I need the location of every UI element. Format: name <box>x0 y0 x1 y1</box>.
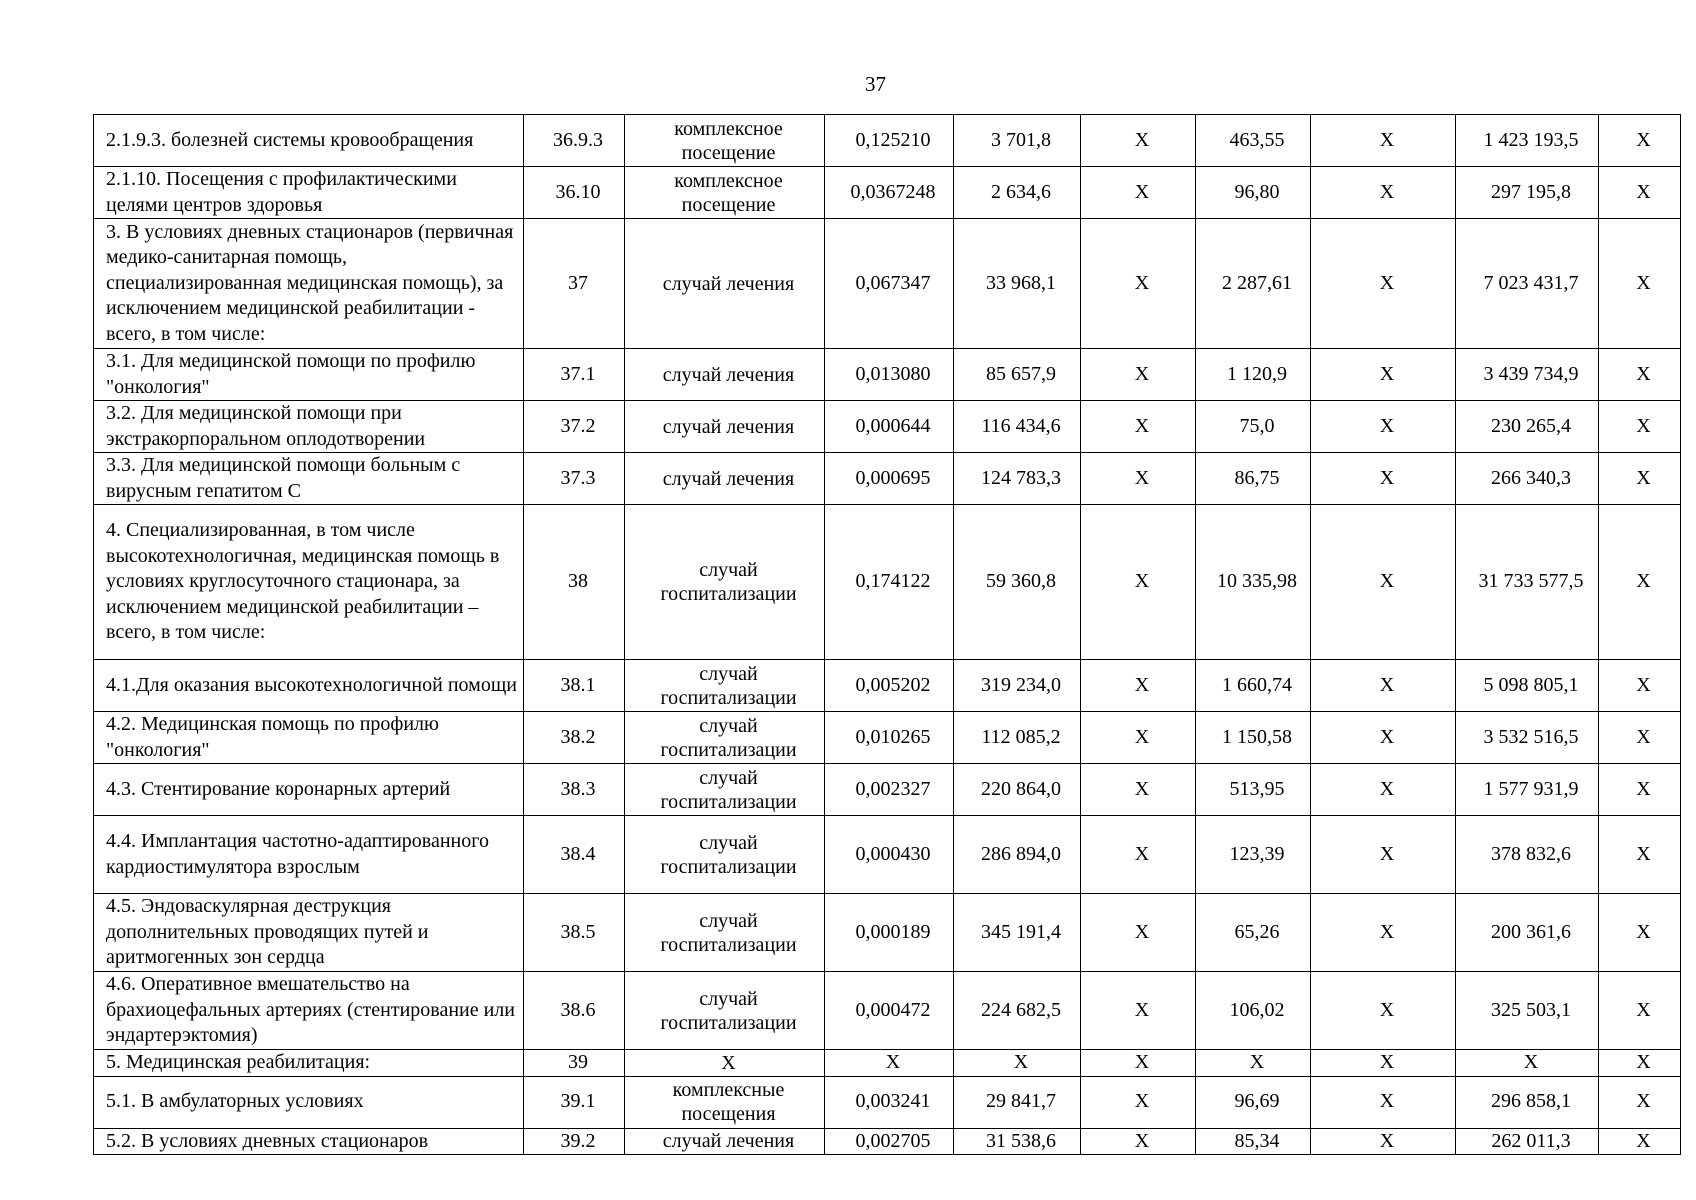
col6-cell: X <box>1081 1076 1196 1128</box>
norm-cell: 0,067347 <box>825 219 954 349</box>
col9-cell: 297 195,8 <box>1456 167 1599 219</box>
col7-cell: 85,34 <box>1196 1128 1311 1155</box>
table-row <box>94 349 1681 401</box>
row-name-cell: 5.1. В амбулаторных условиях <box>94 1076 524 1128</box>
norm-cell: 0,002327 <box>825 764 954 816</box>
unit-cell: случай госпитализации <box>625 505 825 660</box>
col6-cell: X <box>1081 505 1196 660</box>
norm-cell: 0,000430 <box>825 816 954 894</box>
col10-cell: X <box>1599 764 1681 816</box>
row-name-cell: 5. Медицинская реабилитация: <box>94 1050 524 1077</box>
tariff-table <box>93 114 1681 1155</box>
norm-cell: 0,005202 <box>825 660 954 712</box>
row-name-cell: 3.1. Для медицинской помощи по профилю "онкология" <box>94 349 524 401</box>
col7-cell: X <box>1196 1050 1311 1077</box>
col8-cell: X <box>1311 219 1456 349</box>
unit-cell: случай госпитализации <box>625 894 825 972</box>
cost-cell: 345 191,4 <box>954 894 1081 972</box>
col8-cell: X <box>1311 764 1456 816</box>
col6-cell: X <box>1081 816 1196 894</box>
unit-cell: случай госпитализации <box>625 816 825 894</box>
unit-cell: комплексные посещения <box>625 1076 825 1128</box>
code-cell: 37.1 <box>524 349 625 401</box>
cost-cell: 85 657,9 <box>954 349 1081 401</box>
norm-cell: 0,125210 <box>825 115 954 167</box>
code-cell: 39 <box>524 1050 625 1077</box>
col10-cell: X <box>1599 1050 1681 1077</box>
col8-cell: X <box>1311 1050 1456 1077</box>
col10-cell: X <box>1599 972 1681 1050</box>
col7-cell: 65,26 <box>1196 894 1311 972</box>
col9-cell: 296 858,1 <box>1456 1076 1599 1128</box>
code-cell: 37 <box>524 219 625 349</box>
col8-cell: X <box>1311 505 1456 660</box>
col6-cell: X <box>1081 894 1196 972</box>
norm-cell: 0,000189 <box>825 894 954 972</box>
table-row <box>94 1128 1681 1155</box>
col6-cell: X <box>1081 972 1196 1050</box>
cost-cell: 3 701,8 <box>954 115 1081 167</box>
cost-cell: 220 864,0 <box>954 764 1081 816</box>
row-name-cell: 3. В условиях дневных стационаров (первичная медико-санитарная помощь, специализированная медицинская помощь), за исключением медицинской реабилитации - всего, в том числе: <box>94 219 524 349</box>
col9-cell: 230 265,4 <box>1456 401 1599 453</box>
row-name-cell: 4.2. Медицинская помощь по профилю "онкология" <box>94 712 524 764</box>
code-cell: 38.5 <box>524 894 625 972</box>
col10-cell: X <box>1599 1076 1681 1128</box>
table-row <box>94 660 1681 712</box>
row-name-cell: 4.6. Оперативное вмешательство на брахиоцефальных артериях (стентирование или эндартерэктомия) <box>94 972 524 1050</box>
col6-cell: X <box>1081 660 1196 712</box>
col7-cell: 86,75 <box>1196 453 1311 505</box>
norm-cell: X <box>825 1050 954 1077</box>
cost-cell: 112 085,2 <box>954 712 1081 764</box>
row-name-cell: 5.2. В условиях дневных стационаров <box>94 1128 524 1155</box>
norm-cell: 0,000644 <box>825 401 954 453</box>
col7-cell: 123,39 <box>1196 816 1311 894</box>
col7-cell: 1 150,58 <box>1196 712 1311 764</box>
col10-cell: X <box>1599 115 1681 167</box>
code-cell: 38.3 <box>524 764 625 816</box>
row-name-cell: 4.3. Стентирование коронарных артерий <box>94 764 524 816</box>
table-body <box>94 115 1681 1155</box>
unit-cell: комплексное посещение <box>625 115 825 167</box>
table-row <box>94 1076 1681 1128</box>
unit-cell: случай госпитализации <box>625 712 825 764</box>
code-cell: 38.1 <box>524 660 625 712</box>
col7-cell: 75,0 <box>1196 401 1311 453</box>
code-cell: 38 <box>524 505 625 660</box>
col8-cell: X <box>1311 453 1456 505</box>
col9-cell: 5 098 805,1 <box>1456 660 1599 712</box>
col9-cell: X <box>1456 1050 1599 1077</box>
col7-cell: 463,55 <box>1196 115 1311 167</box>
col6-cell: X <box>1081 1050 1196 1077</box>
code-cell: 37.2 <box>524 401 625 453</box>
col8-cell: X <box>1311 349 1456 401</box>
col8-cell: X <box>1311 115 1456 167</box>
unit-cell: комплексное посещение <box>625 167 825 219</box>
cost-cell: 286 894,0 <box>954 816 1081 894</box>
col6-cell: X <box>1081 167 1196 219</box>
col6-cell: X <box>1081 453 1196 505</box>
row-name-cell: 4.4. Имплантация частотно-адаптированного кардиостимулятора взрослым <box>94 816 524 894</box>
unit-cell: случай лечения <box>625 219 825 349</box>
col10-cell: X <box>1599 349 1681 401</box>
col9-cell: 1 423 193,5 <box>1456 115 1599 167</box>
cost-cell: 319 234,0 <box>954 660 1081 712</box>
cost-cell: X <box>954 1050 1081 1077</box>
row-name-cell: 3.3. Для медицинской помощи больным с вирусным гепатитом С <box>94 453 524 505</box>
col9-cell: 3 439 734,9 <box>1456 349 1599 401</box>
norm-cell: 0,000472 <box>825 972 954 1050</box>
unit-cell: случай лечения <box>625 453 825 505</box>
table-row <box>94 764 1681 816</box>
cost-cell: 2 634,6 <box>954 167 1081 219</box>
col8-cell: X <box>1311 167 1456 219</box>
col9-cell: 7 023 431,7 <box>1456 219 1599 349</box>
col10-cell: X <box>1599 712 1681 764</box>
row-name-cell: 2.1.10. Посещения с профилактическими целями центров здоровья <box>94 167 524 219</box>
unit-cell: случай госпитализации <box>625 660 825 712</box>
cost-cell: 116 434,6 <box>954 401 1081 453</box>
table-row <box>94 115 1681 167</box>
cost-cell: 33 968,1 <box>954 219 1081 349</box>
col8-cell: X <box>1311 401 1456 453</box>
norm-cell: 0,174122 <box>825 505 954 660</box>
cost-cell: 59 360,8 <box>954 505 1081 660</box>
norm-cell: 0,0367248 <box>825 167 954 219</box>
col7-cell: 96,80 <box>1196 167 1311 219</box>
col6-cell: X <box>1081 349 1196 401</box>
table-row <box>94 894 1681 972</box>
col6-cell: X <box>1081 401 1196 453</box>
unit-cell: случай госпитализации <box>625 764 825 816</box>
col10-cell: X <box>1599 1128 1681 1155</box>
col10-cell: X <box>1599 505 1681 660</box>
col8-cell: X <box>1311 712 1456 764</box>
cost-cell: 31 538,6 <box>954 1128 1081 1155</box>
code-cell: 38.2 <box>524 712 625 764</box>
col9-cell: 266 340,3 <box>1456 453 1599 505</box>
col8-cell: X <box>1311 1076 1456 1128</box>
col7-cell: 106,02 <box>1196 972 1311 1050</box>
row-name-cell: 2.1.9.3. болезней системы кровообращения <box>94 115 524 167</box>
row-name-cell: 4.5. Эндоваскулярная деструкция дополнительных проводящих путей и аритмогенных зон сердца <box>94 894 524 972</box>
norm-cell: 0,013080 <box>825 349 954 401</box>
col7-cell: 513,95 <box>1196 764 1311 816</box>
unit-cell: случай лечения <box>625 401 825 453</box>
col7-cell: 10 335,98 <box>1196 505 1311 660</box>
col8-cell: X <box>1311 894 1456 972</box>
code-cell: 37.3 <box>524 453 625 505</box>
col8-cell: X <box>1311 972 1456 1050</box>
unit-cell: случай госпитализации <box>625 972 825 1050</box>
col6-cell: X <box>1081 1128 1196 1155</box>
col9-cell: 3 532 516,5 <box>1456 712 1599 764</box>
table-row <box>94 1050 1681 1077</box>
cost-cell: 124 783,3 <box>954 453 1081 505</box>
col9-cell: 200 361,6 <box>1456 894 1599 972</box>
col10-cell: X <box>1599 401 1681 453</box>
norm-cell: 0,010265 <box>825 712 954 764</box>
unit-cell: X <box>625 1050 825 1077</box>
col10-cell: X <box>1599 219 1681 349</box>
row-name-cell: 3.2. Для медицинской помощи при экстракорпоральном оплодотворении <box>94 401 524 453</box>
table-row <box>94 712 1681 764</box>
cost-cell: 224 682,5 <box>954 972 1081 1050</box>
col9-cell: 325 503,1 <box>1456 972 1599 1050</box>
code-cell: 38.4 <box>524 816 625 894</box>
col7-cell: 96,69 <box>1196 1076 1311 1128</box>
col10-cell: X <box>1599 660 1681 712</box>
table-row <box>94 972 1681 1050</box>
norm-cell: 0,003241 <box>825 1076 954 1128</box>
col8-cell: X <box>1311 816 1456 894</box>
norm-cell: 0,000695 <box>825 453 954 505</box>
table-row <box>94 816 1681 894</box>
unit-cell: случай лечения <box>625 1128 825 1155</box>
col10-cell: X <box>1599 453 1681 505</box>
col8-cell: X <box>1311 1128 1456 1155</box>
col6-cell: X <box>1081 712 1196 764</box>
code-cell: 39.1 <box>524 1076 625 1128</box>
col6-cell: X <box>1081 115 1196 167</box>
table-row <box>94 219 1681 349</box>
col10-cell: X <box>1599 816 1681 894</box>
code-cell: 38.6 <box>524 972 625 1050</box>
col10-cell: X <box>1599 167 1681 219</box>
col10-cell: X <box>1599 894 1681 972</box>
col7-cell: 1 120,9 <box>1196 349 1311 401</box>
norm-cell: 0,002705 <box>825 1128 954 1155</box>
table-row <box>94 505 1681 660</box>
col8-cell: X <box>1311 660 1456 712</box>
col9-cell: 262 011,3 <box>1456 1128 1599 1155</box>
col6-cell: X <box>1081 219 1196 349</box>
page-number: 37 <box>865 72 886 96</box>
col9-cell: 31 733 577,5 <box>1456 505 1599 660</box>
row-name-cell: 4. Специализированная, в том числе высокотехнологичная, медицинская помощь в условиях круглосуточного стационара, за исключением медицинской реабилитации – всего, в том числе: <box>94 505 524 660</box>
col9-cell: 378 832,6 <box>1456 816 1599 894</box>
code-cell: 36.10 <box>524 167 625 219</box>
cost-cell: 29 841,7 <box>954 1076 1081 1128</box>
table-row <box>94 401 1681 453</box>
table-row <box>94 453 1681 505</box>
col7-cell: 2 287,61 <box>1196 219 1311 349</box>
unit-cell: случай лечения <box>625 349 825 401</box>
code-cell: 39.2 <box>524 1128 625 1155</box>
col9-cell: 1 577 931,9 <box>1456 764 1599 816</box>
col7-cell: 1 660,74 <box>1196 660 1311 712</box>
col6-cell: X <box>1081 764 1196 816</box>
code-cell: 36.9.3 <box>524 115 625 167</box>
row-name-cell: 4.1.Для оказания высокотехнологичной помощи <box>94 660 524 712</box>
table-row <box>94 167 1681 219</box>
